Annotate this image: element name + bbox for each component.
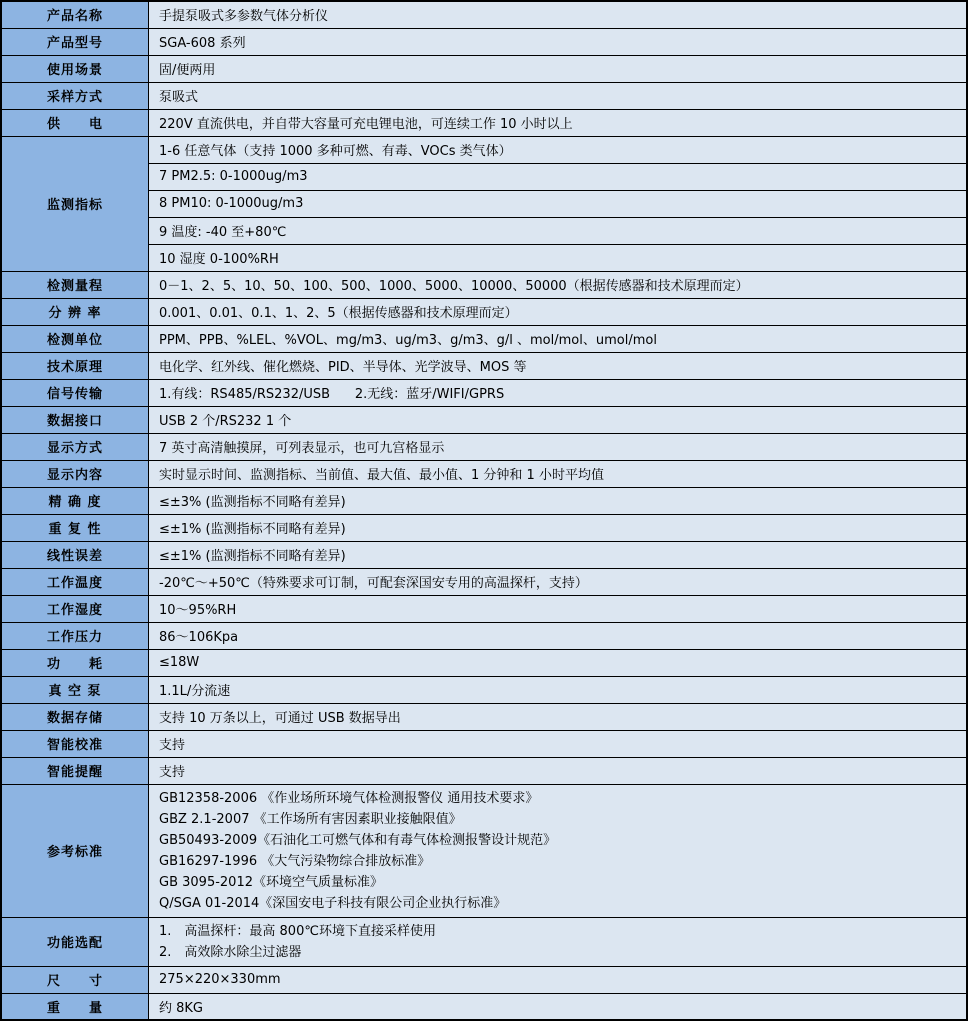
table-row: [1, 622, 967, 649]
spec-value: ≤±1% (监测指标不同略有差异): [149, 514, 968, 541]
spec-label: 采样方式: [1, 82, 149, 109]
spec-value: 实时显示时间、监测指标、当前值、最大值、最小值、1 分钟和 1 小时平均值: [149, 460, 968, 487]
spec-value: 手提泵吸式多参数气体分析仪: [149, 1, 968, 28]
spec-label: 检测量程: [1, 271, 149, 298]
spec-label: 功能选配: [1, 917, 149, 966]
spec-value: 220V 直流供电，并自带大容量可充电锂电池，可连续工作 10 小时以上: [149, 109, 968, 136]
table-row: [1, 460, 967, 487]
spec-label: 精 确 度: [1, 487, 149, 514]
spec-label: 工作压力: [1, 622, 149, 649]
spec-value-line: 1. 高温探杆：最高 800℃环境下直接采样使用: [159, 923, 436, 939]
spec-value: 10 湿度 0-100%RH: [149, 244, 968, 271]
spec-value-multiline: [149, 784, 968, 917]
spec-label: 分 辨 率: [1, 298, 149, 325]
spec-value-line: 2. 高效除水除尘过滤器: [159, 944, 302, 960]
spec-value: 电化学、红外线、催化燃烧、PID、半导体、光学波导、MOS 等: [149, 352, 968, 379]
spec-label: 显示内容: [1, 460, 149, 487]
table-row: [1, 271, 967, 298]
spec-value: 固/便两用: [149, 55, 968, 82]
spec-value: SGA-608 系列: [149, 28, 968, 55]
spec-value: -20℃～+50℃（特殊要求可订制，可配套深国安专用的高温探杆，支持）: [149, 568, 968, 595]
spec-value: 1.1L/分流速: [149, 676, 968, 703]
spec-label: 真 空 泵: [1, 676, 149, 703]
spec-value-line: GB50493-2009《石油化工可燃气体和有毒气体检测报警设计规范》: [159, 832, 557, 848]
spec-value: 86～106Kpa: [149, 622, 968, 649]
table-row: [1, 568, 967, 595]
table-row: [1, 406, 967, 433]
spec-value: 0.001、0.01、0.1、1、2、5（根据传感器和技术原理而定）: [149, 298, 968, 325]
table-row: [1, 55, 967, 82]
table-row: [1, 514, 967, 541]
spec-value-line: GB 3095-2012《环境空气质量标准》: [159, 874, 383, 890]
table-row: [1, 136, 967, 163]
spec-value: ≤±1% (监测指标不同略有差异): [149, 541, 968, 568]
table-row: [1, 352, 967, 379]
table-row: [1, 757, 967, 784]
table-row: [1, 487, 967, 514]
table-row: [1, 325, 967, 352]
spec-value: 1.有线：RS485/RS232/USB 2.无线：蓝牙/WIFI/GPRS: [149, 379, 968, 406]
spec-label: 监测指标: [1, 136, 149, 271]
spec-label: 参考标准: [1, 784, 149, 917]
table-row: [1, 966, 967, 993]
table-row: [1, 917, 967, 966]
spec-label: 显示方式: [1, 433, 149, 460]
spec-value: 275×220×330mm: [149, 966, 968, 993]
spec-value-line: Q/SGA 01-2014《深国安电子科技有限公司企业执行标准》: [159, 895, 507, 911]
table-row: [1, 1, 967, 28]
spec-value: 9 温度: -40 至+80℃: [149, 217, 968, 244]
table-row: [1, 379, 967, 406]
spec-value-line: GB12358-2006 《作业场所环境气体检测报警仪 通用技术要求》: [159, 790, 539, 806]
spec-value: 支持 10 万条以上，可通过 USB 数据导出: [149, 703, 968, 730]
table-row: [1, 28, 967, 55]
table-row: [1, 649, 967, 676]
spec-value: ≤±3% (监测指标不同略有差异): [149, 487, 968, 514]
spec-value: 约 8KG: [149, 993, 968, 1020]
spec-label: 使用场景: [1, 55, 149, 82]
spec-label: 尺 寸: [1, 966, 149, 993]
spec-value: 泵吸式: [149, 82, 968, 109]
spec-value: 7 英寸高清触摸屏，可列表显示，也可九宫格显示: [149, 433, 968, 460]
spec-label: 产品名称: [1, 1, 149, 28]
spec-label: 工作湿度: [1, 595, 149, 622]
spec-label: 检测单位: [1, 325, 149, 352]
spec-value-line: GBZ 2.1-2007 《工作场所有害因素职业接触限值》: [159, 811, 462, 827]
spec-value-multiline: [149, 917, 968, 966]
spec-label: 技术原理: [1, 352, 149, 379]
table-row: [1, 541, 967, 568]
table-row: [1, 784, 967, 917]
spec-label: 重 量: [1, 993, 149, 1020]
spec-value: 支持: [149, 730, 968, 757]
spec-label: 数据接口: [1, 406, 149, 433]
spec-table-body: [1, 1, 967, 1020]
table-row: [1, 109, 967, 136]
table-row: [1, 676, 967, 703]
spec-value: 1-6 任意气体（支持 1000 多种可燃、有毒、VOCs 类气体）: [149, 136, 968, 163]
spec-label: 产品型号: [1, 28, 149, 55]
spec-label: 功 耗: [1, 649, 149, 676]
spec-value: PPM、PPB、%LEL、%VOL、mg/m3、ug/m3、g/m3、g/l 、mol/mol、umol/mol: [149, 325, 968, 352]
table-row: [1, 993, 967, 1020]
table-row: [1, 595, 967, 622]
spec-label: 重 复 性: [1, 514, 149, 541]
spec-label: 智能提醒: [1, 757, 149, 784]
table-row: [1, 298, 967, 325]
spec-value: 0－1、2、5、10、50、100、500、1000、5000、10000、50000（根据传感器和技术原理而定）: [149, 271, 968, 298]
table-row: [1, 82, 967, 109]
table-row: [1, 730, 967, 757]
table-row: [1, 703, 967, 730]
spec-label: 信号传输: [1, 379, 149, 406]
table-row: [1, 433, 967, 460]
spec-value: ≤18W: [149, 649, 968, 676]
spec-value: 10～95%RH: [149, 595, 968, 622]
spec-label: 线性误差: [1, 541, 149, 568]
spec-label: 数据存储: [1, 703, 149, 730]
spec-value: 8 PM10: 0-1000ug/m3: [149, 190, 968, 217]
spec-value-line: GB16297-1996 《大气污染物综合排放标准》: [159, 853, 431, 869]
spec-label: 工作温度: [1, 568, 149, 595]
spec-value: 支持: [149, 757, 968, 784]
spec-value: 7 PM2.5: 0-1000ug/m3: [149, 163, 968, 190]
spec-label: 供 电: [1, 109, 149, 136]
spec-value: USB 2 个/RS232 1 个: [149, 406, 968, 433]
spec-label: 智能校准: [1, 730, 149, 757]
